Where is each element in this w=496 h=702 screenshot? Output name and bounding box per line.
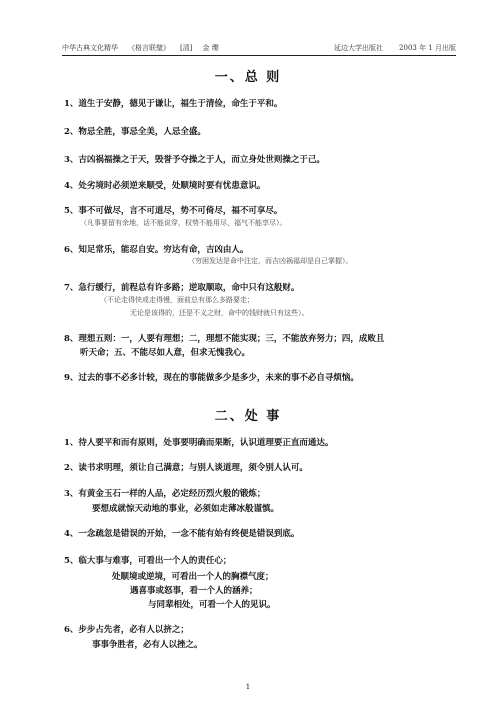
header-publisher: 延边大学出版社 xyxy=(334,44,384,52)
running-header xyxy=(62,39,456,56)
maxim-2-3-cont: 要想成就惊天动地的事业，必须如走薄冰般谨慎。 xyxy=(92,504,280,514)
maxim-1-6: 6、知足常乐，能忍自安。穷达有命，吉凶由人。 xyxy=(64,245,249,255)
maxim-2-6-cont: 事事争胜者，必有人以挫之。 xyxy=(92,640,203,650)
maxim-2-5: 5、临大事与难事，可看出一个人的责任心； xyxy=(64,556,232,566)
maxim-2-5-cont-a: 处顺境或逆境，可看出一个人的胸襟气度； xyxy=(112,572,274,582)
maxim-1-7-note-a: （不论走得快或走得慢，面前总有那么多路要走； xyxy=(100,296,254,304)
maxim-1-5: 5、事不可做尽，言不可道尽，势不可倚尽，福不可享尽。 xyxy=(64,206,283,216)
maxim-1-5-note: （凡事要留有余地，话不能说穿，权势不能用尽，福气不能享尽）。 xyxy=(80,219,287,227)
maxim-1-8-cont: 听天命；五、不能尽如人意，但求无愧我心。 xyxy=(80,348,251,358)
maxim-1-4: 4、处劣境时必须逆来顺受，处顺境时要有忧患意识。 xyxy=(64,181,266,191)
section-title-general: 一、总 则 xyxy=(214,70,282,85)
maxim-2-3: 3、有黄金玉石一样的人品，必定经历烈火般的锻炼； xyxy=(64,489,266,499)
header-series: 中华古典文化精华 xyxy=(62,44,118,52)
maxim-1-8: 8、理想五则：一，人要有理想；二，理想不能实现；三，不能放弃努力；四，成败且 xyxy=(64,334,385,344)
maxim-1-1: 1、道生于安静，德见于谦让，福生于清俭，命生于平和。 xyxy=(64,99,283,109)
header-book: 《格言联璧》 xyxy=(128,44,170,52)
maxim-1-6-note: （穷困发达是命中注定，而吉凶祸福却是自己掌握）。 xyxy=(188,257,353,265)
maxim-1-7: 7、急行缓行，前程总有许多路；逆取顺取，命中只有这般财。 xyxy=(64,283,300,293)
section-title-affairs: 二、处 事 xyxy=(214,409,282,424)
maxim-2-6: 6、步步占先者，必有人以挤之； xyxy=(64,625,189,635)
header-dynasty: [清] xyxy=(180,44,193,52)
header-date: 2003 年 1 月出版 xyxy=(399,44,456,52)
maxim-1-7-note-b: 无论是该得的，还是不义之财，命中的钱财就只有这些）。 xyxy=(130,309,309,317)
header-author: 金 缨 xyxy=(202,44,219,52)
maxim-1-9: 9、过去的事不必多计较，现在的事能做多少是多少，未来的事不必自寻烦恼。 xyxy=(64,373,359,383)
maxim-1-3: 3、吉凶祸福操之于天，毁誉予夺操之于人，而立身处世则操之于己。 xyxy=(64,155,325,165)
maxim-1-2: 2、物忌全胜，事忌全美，人忌全盛。 xyxy=(64,127,206,137)
page-number: 1 xyxy=(245,683,251,691)
maxim-2-4: 4、一念疏忽是错误的开始，一念不能有始有终便是错误到底。 xyxy=(64,529,300,539)
maxim-2-2: 2、读书求明理，须让自己满意；与别人谈道理，须令别人认可。 xyxy=(64,463,308,473)
maxim-2-5-cont-b: 遇喜事或怒事，看一个人的涵养； xyxy=(130,586,258,596)
maxim-2-1: 1、待人要平和而有原则，处事要明确而果断，认识道理要正直而通达。 xyxy=(64,438,334,448)
maxim-2-5-cont-c: 与同辈相处，可看一个人的见识。 xyxy=(148,600,276,610)
